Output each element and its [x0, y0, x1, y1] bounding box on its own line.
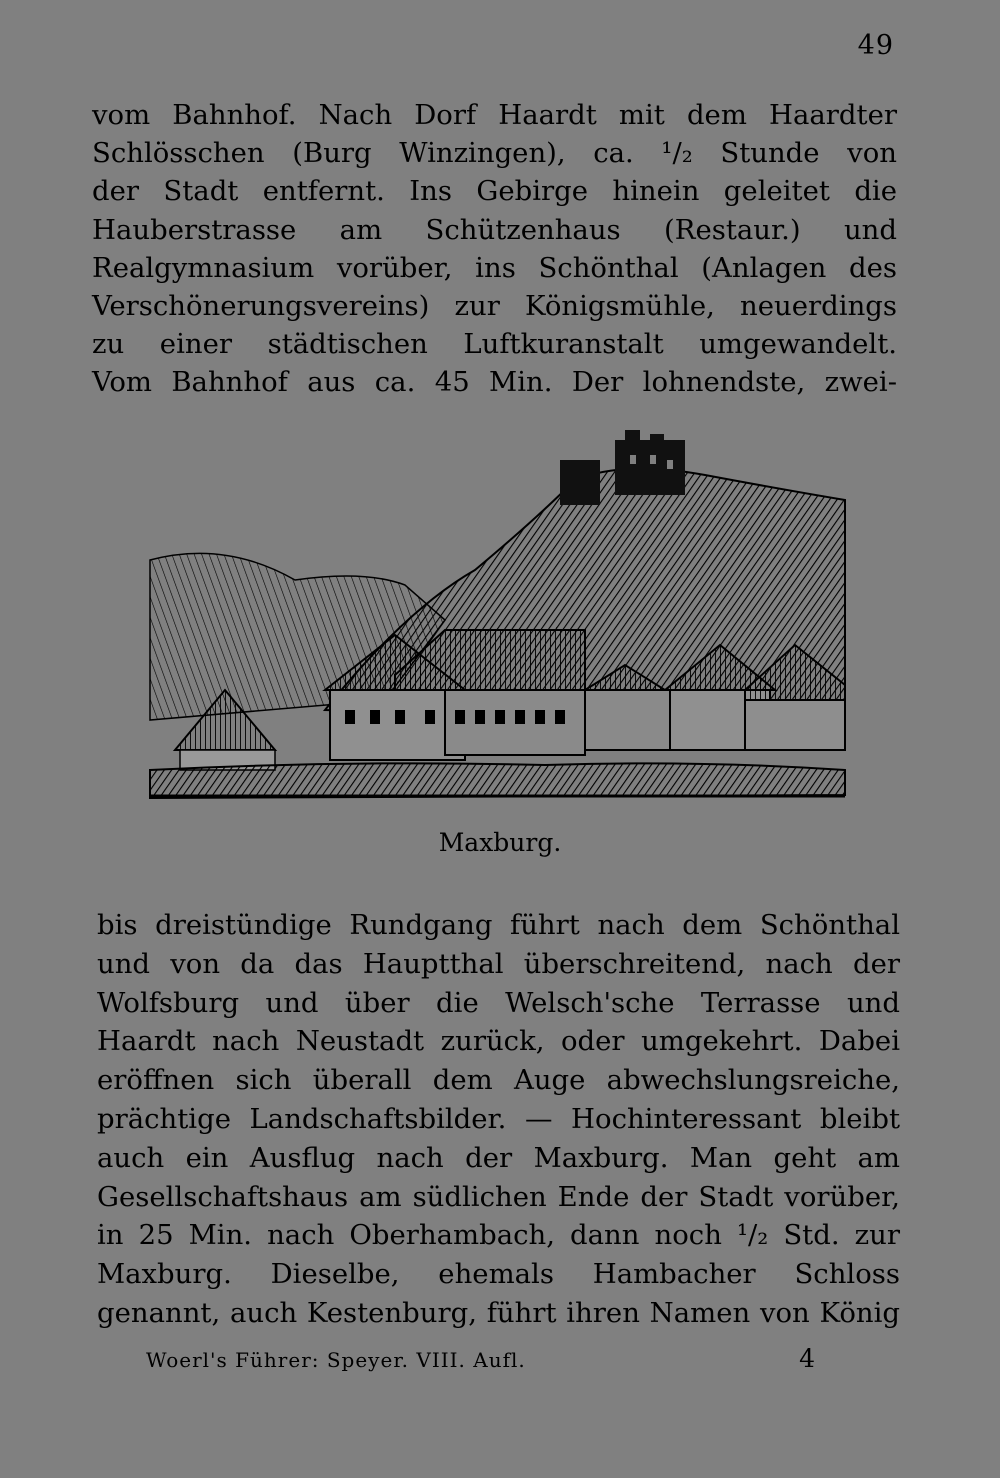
castle-ruins — [560, 430, 685, 505]
text-line: prächtige Landschaftsbilder. — Hochinteressant bleibt — [97, 1102, 900, 1135]
text-line: Maxburg. Dieselbe, ehemals Hambacher Schloss — [97, 1258, 900, 1291]
text-line: Vom Bahnhof aus ca. 45 Min. Der lohnendste, zwei- — [92, 366, 897, 399]
text-line: zu einer städtischen Luftkuranstalt umgewandelt. — [92, 328, 897, 361]
text-line: Schlösschen (Burg Winzingen), ca. ¹/₂ Stunde von — [92, 137, 897, 170]
text-line: und von da das Hauptthal überschreitend, nach der — [97, 947, 900, 980]
paragraph-bottom — [97, 906, 900, 1333]
figure-caption: Maxburg. — [438, 828, 562, 857]
text-line: Haardt nach Neustadt zurück, oder umgekehrt. Dabei — [97, 1025, 900, 1058]
text-line: Verschönerungsvereins) zur Königsmühle, neuerdings — [92, 289, 897, 322]
text-line: genannt, auch Kestenburg, führt ihren Namen von König — [97, 1296, 900, 1329]
text-line: der Stadt entfernt. Ins Gebirge hinein geleitet die — [92, 175, 897, 208]
text-line: Wolfsburg und über die Welsch'sche Terrasse und — [97, 986, 900, 1019]
text-line: bis dreistündige Rundgang führt nach dem Schönthal — [97, 909, 900, 941]
foreground — [150, 763, 845, 798]
text-line: in 25 Min. nach Oberhambach, dann noch ¹/₂ Std. zur — [97, 1219, 900, 1252]
text-line: Gesellschaftshaus am südlichen Ende der Stadt vorüber, — [97, 1180, 900, 1213]
text-line: auch ein Ausflug nach der Maxburg. Man geht am — [97, 1141, 900, 1174]
page-number: 49 — [857, 30, 894, 61]
text-line: Hauberstrasse am Schützenhaus (Restaur.) und — [92, 213, 897, 246]
footer-imprint: Woerl's Führer: Speyer. VIII. Aufl. — [146, 1348, 526, 1372]
text-line: Realgymnasium vorüber, ins Schönthal (Anlagen des — [92, 251, 897, 284]
footer — [146, 1344, 816, 1373]
maxburg-engraving — [145, 420, 850, 800]
paragraph-top — [92, 96, 897, 402]
text-line: eröffnen sich überall dem Auge abwechslungsreiche, — [97, 1064, 900, 1097]
text-line: vom Bahnhof. Nach Dorf Haardt mit dem Haardter — [92, 99, 897, 131]
footer-signature: 4 — [799, 1344, 816, 1373]
